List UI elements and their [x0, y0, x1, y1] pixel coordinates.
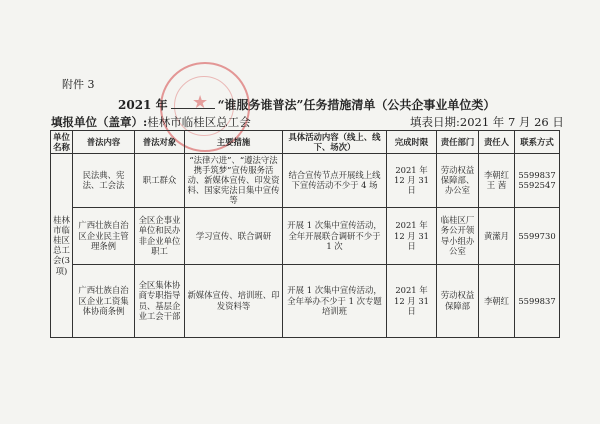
title-blank-line	[171, 98, 215, 109]
table-row	[51, 154, 560, 207]
activity-cell: 开展 1 次集中宣传活动，全年开展联合调研不少于 1 次	[283, 207, 387, 264]
attachment-label: 附件 3	[62, 78, 95, 91]
header-phone: 联系方式	[515, 131, 560, 154]
phone-cell: 5599837 5592547	[515, 154, 560, 207]
filing-date	[410, 114, 564, 130]
title-year: 2021 年	[118, 98, 168, 112]
dept-cell: 劳动权益保障部	[437, 264, 479, 337]
measures-cell: 新媒体宣传、培训班、印发资料等	[185, 264, 283, 337]
document-title	[118, 96, 518, 113]
measures-cell: “法律六进”、“遵法守法 携手筑梦”宣传服务活动、新媒体宣传、印发资料、国家宪法日集中宣传等	[185, 154, 283, 207]
header-target: 普法对象	[135, 131, 185, 154]
content-cell: 民法典、宪法、工会法	[73, 154, 135, 207]
phone-cell: 5599837	[515, 264, 560, 337]
header-deadline: 完成时限	[387, 131, 437, 154]
header-dept: 责任部门	[437, 131, 479, 154]
table-row	[51, 207, 560, 264]
activity-cell: 开展 1 次集中宣传活动，全年举办不少于 1 次专题培训班	[283, 264, 387, 337]
title-text: “谁服务谁普法”任务措施清单（公共企事业单位类）	[217, 98, 496, 112]
header-activity: 具体活动内容（线上、线下、场次）	[283, 131, 387, 154]
content-cell: 广西壮族自治区企业民主管理条例	[73, 207, 135, 264]
header-measures: 主要措施	[185, 131, 283, 154]
table-row	[51, 264, 560, 337]
measures-cell: 学习宣传、联合调研	[185, 207, 283, 264]
activity-cell: 结合宣传节点开展线上线下宣传活动不少于 4 场	[283, 154, 387, 207]
person-cell: 黄潆月	[479, 207, 515, 264]
filing-unit	[51, 114, 251, 130]
target-cell: 职工群众	[135, 154, 185, 207]
phone-cell: 5599730	[515, 207, 560, 264]
content-cell: 广西壮族自治区企业工资集体协商条例	[73, 264, 135, 337]
person-cell: 李朝红 王 茜	[479, 154, 515, 207]
dept-cell: 临桂区厂务公开领导小组办公室	[437, 207, 479, 264]
table-header-row	[51, 131, 560, 154]
filing-date-label: 填表日期:	[410, 115, 460, 129]
header-person: 责任人	[479, 131, 515, 154]
star-icon: ★	[192, 92, 209, 113]
dept-cell: 劳动权益保障部、办公室	[437, 154, 479, 207]
filing-unit-label: 填报单位（盖章）:	[51, 115, 148, 129]
deadline-cell: 2021 年 12 月 31 日	[387, 264, 437, 337]
header-content: 普法内容	[73, 131, 135, 154]
filing-date-value: 2021 年 7 月 26 日	[459, 115, 564, 129]
deadline-cell: 2021 年 12 月 31 日	[387, 154, 437, 207]
org-name-cell: 桂林市临桂区总工会(3项)	[51, 154, 73, 337]
deadline-cell: 2021 年 12 月 31 日	[387, 207, 437, 264]
header-unit-name: 单位名称	[51, 131, 73, 154]
filing-unit-value: 桂林市临桂区总工会	[147, 115, 251, 129]
target-cell: 全区企事业单位和民办非企业单位职工	[135, 207, 185, 264]
person-cell: 李朝红	[479, 264, 515, 337]
target-cell: 全区集体协商专职指导员、基层企业工会干部	[135, 264, 185, 337]
task-table	[50, 130, 560, 338]
